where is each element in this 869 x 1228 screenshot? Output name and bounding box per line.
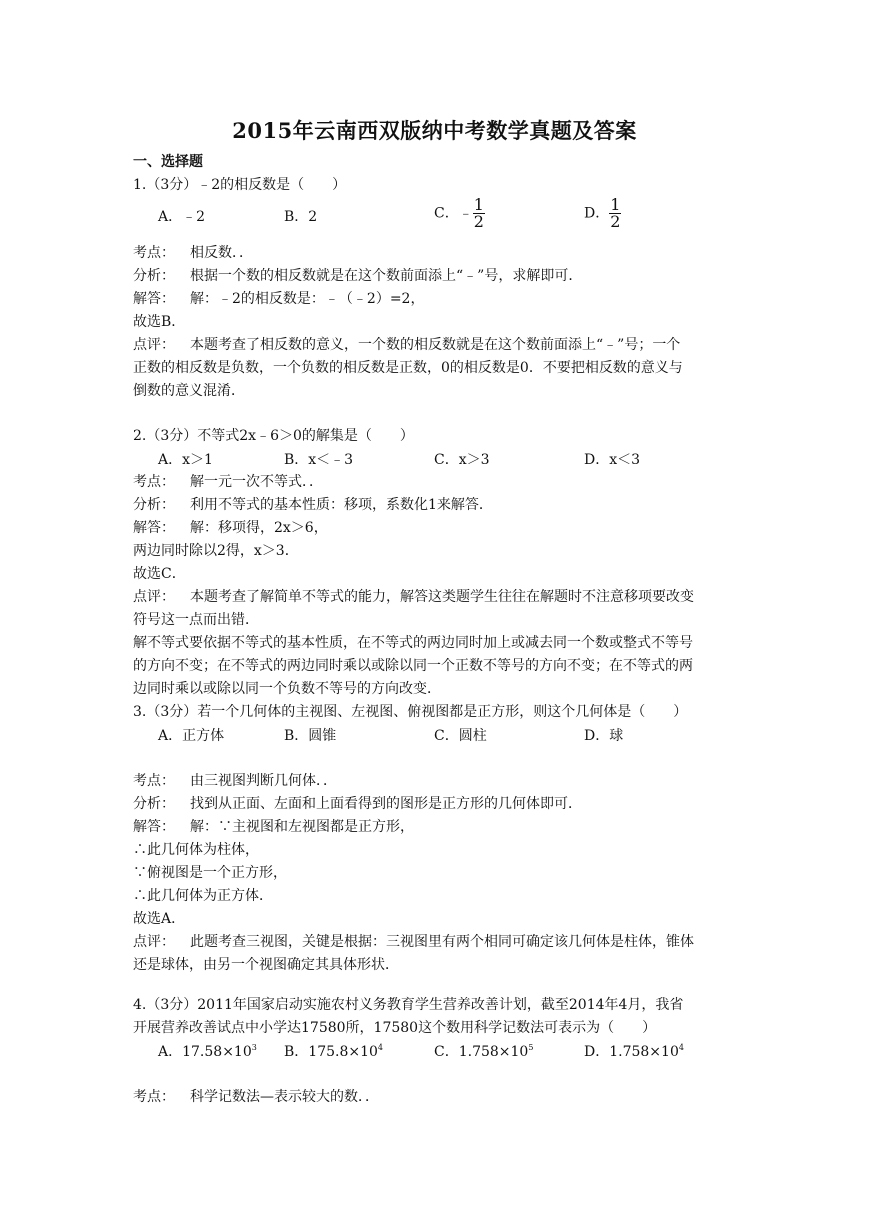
q3-dianping-line2: 还是球体，由另一个视图确定其具体形状． — [133, 957, 399, 973]
q1-option-b: B．2 — [284, 209, 318, 225]
exponent: 5 — [528, 1043, 534, 1052]
q2-kaodian: 考点： 解一元一次不等式．． — [133, 474, 323, 490]
q1-option-d — [584, 197, 621, 230]
q3-step2: ∵俯视图是一个正方形， — [133, 865, 287, 881]
q4-options — [158, 1041, 758, 1061]
q3-step3: ∴此几何体为正方体． — [133, 888, 273, 904]
exponent: 3 — [251, 1043, 257, 1052]
q3-stem: 3.（3分）若一个几何体的主视图、左视图、俯视图都是正方形，则这个几何体是（ ） — [133, 704, 688, 720]
q4-option-d: D．$1.758\times 10^4$ — [584, 1043, 684, 1060]
q1-fenxi: 分析： 根据一个数的相反数就是在这个数前面添上“﹣”号，求解即可． — [133, 268, 583, 284]
q3-jieda: 解答： 解：∵主视图和左视图都是正方形， — [133, 819, 414, 835]
fraction-numerator: 1 — [473, 195, 484, 214]
q3-kaodian: 考点： 由三视图判断几何体．． — [133, 773, 337, 789]
q1-kaodian: 考点： 相反数．． — [133, 245, 253, 261]
q4-option-c: C．$1.758\times 10^5$ — [434, 1043, 534, 1060]
q1-jieda: 解答： 解：﹣2的相反数是：﹣（﹣2）=2， — [133, 291, 425, 307]
q2-stem: 2.（3分）不等式2x﹣6＞0的解集是（ ） — [133, 428, 414, 444]
q3-option-d: D．球 — [584, 728, 624, 744]
q3-step1: ∴此几何体为柱体， — [133, 842, 259, 858]
q3-dianping: 点评： 此题考查三视图，关键是根据：三视图里有两个相同可确定该几何体是柱体，锥体 — [133, 934, 694, 950]
q1-dianping-line3: 倒数的意义混淆． — [133, 383, 245, 399]
q2-option-d: D．x＜3 — [584, 452, 641, 468]
q1-option-c — [434, 197, 485, 230]
q2-fenxi: 分析： 利用不等式的基本性质：移项，系数化1来解答． — [133, 497, 493, 513]
q3-option-a: A．正方体 — [158, 728, 225, 744]
q2-options — [158, 449, 758, 469]
q4-stem-line2: 开展营养改善试点中小学达17580所，17580这个数用科学记数法可表示为（ ） — [133, 1020, 657, 1036]
q1-options — [158, 195, 758, 231]
fraction-denominator: 2 — [473, 212, 484, 231]
q2-extra-line2: 的方向不变；在不等式的两边同时乘以或除以同一个正数不等号的方向不变；在不等式的两 — [133, 658, 693, 674]
exponent: 4 — [678, 1043, 684, 1052]
page-title: 2015年云南西双版纳中考数学真题及答案 — [232, 118, 637, 143]
q1-dianping: 点评： 本题考查了相反数的意义，一个数的相反数就是在这个数前面添上“﹣”号；一个 — [133, 337, 681, 353]
q4-option-b: B．$175.8\times 10^4$ — [284, 1043, 384, 1060]
q3-options — [158, 725, 758, 745]
q2-dianping-line2: 符号这一点而出错． — [133, 612, 259, 628]
q3-option-b: B．圆锥 — [284, 728, 337, 744]
q1-dianping-line2: 正数的相反数是负数，一个负数的相反数是正数，0的相反数是0．不要把相反数的意义与 — [133, 360, 683, 376]
q2-dianping: 点评： 本题考查了解简单不等式的能力，解答这类题学生往往在解题时不注意移项要改变 — [133, 589, 694, 605]
q2-answer: 故选C． — [133, 566, 186, 582]
q1-answer: 故选B． — [133, 314, 186, 330]
q1-option-c-label: C．﹣ — [434, 205, 473, 222]
q1-stem: 1.（3分）﹣2的相反数是（ ） — [133, 177, 347, 193]
q4-option-a: A．$17.58\times 10^3$ — [158, 1043, 257, 1060]
exponent: 4 — [377, 1043, 384, 1052]
q3-answer: 故选A． — [133, 911, 186, 927]
section-heading: 一、选择题 — [133, 154, 203, 170]
q4-kaodian: 考点： 科学记数法—表示较大的数．． — [133, 1089, 379, 1105]
q3-fenxi: 分析： 找到从正面、左面和上面看得到的图形是正方形的几何体即可． — [133, 796, 582, 812]
q4-stem-line1: 4.（3分）2011年国家启动实施农村义务教育学生营养改善计划，截至2014年4月，我省 — [133, 997, 684, 1013]
q2-extra-line3: 边同时乘以或除以同一个负数不等号的方向改变． — [133, 681, 441, 697]
q2-extra-line1: 解不等式要依据不等式的基本性质，在不等式的两边同时加上或减去同一个数或整式不等号 — [133, 635, 693, 651]
q1-option-d-label: D． — [584, 205, 610, 222]
q1-option-c-fraction — [473, 197, 485, 230]
fraction-denominator: 2 — [610, 212, 621, 231]
q1-option-d-fraction — [609, 197, 621, 230]
q2-option-c: C．x＞3 — [434, 452, 490, 468]
q2-option-b: B．x＜﹣3 — [284, 452, 354, 468]
q2-jieda: 解答： 解：移项得，2x＞6， — [133, 520, 328, 536]
q2-step2: 两边同时除以2得，x＞3． — [133, 543, 299, 559]
q3-option-c: C．圆柱 — [434, 728, 487, 744]
q2-option-a: A．x＞1 — [158, 452, 213, 468]
q1-option-a: A．﹣2 — [158, 209, 206, 225]
fraction-numerator: 1 — [610, 195, 621, 214]
